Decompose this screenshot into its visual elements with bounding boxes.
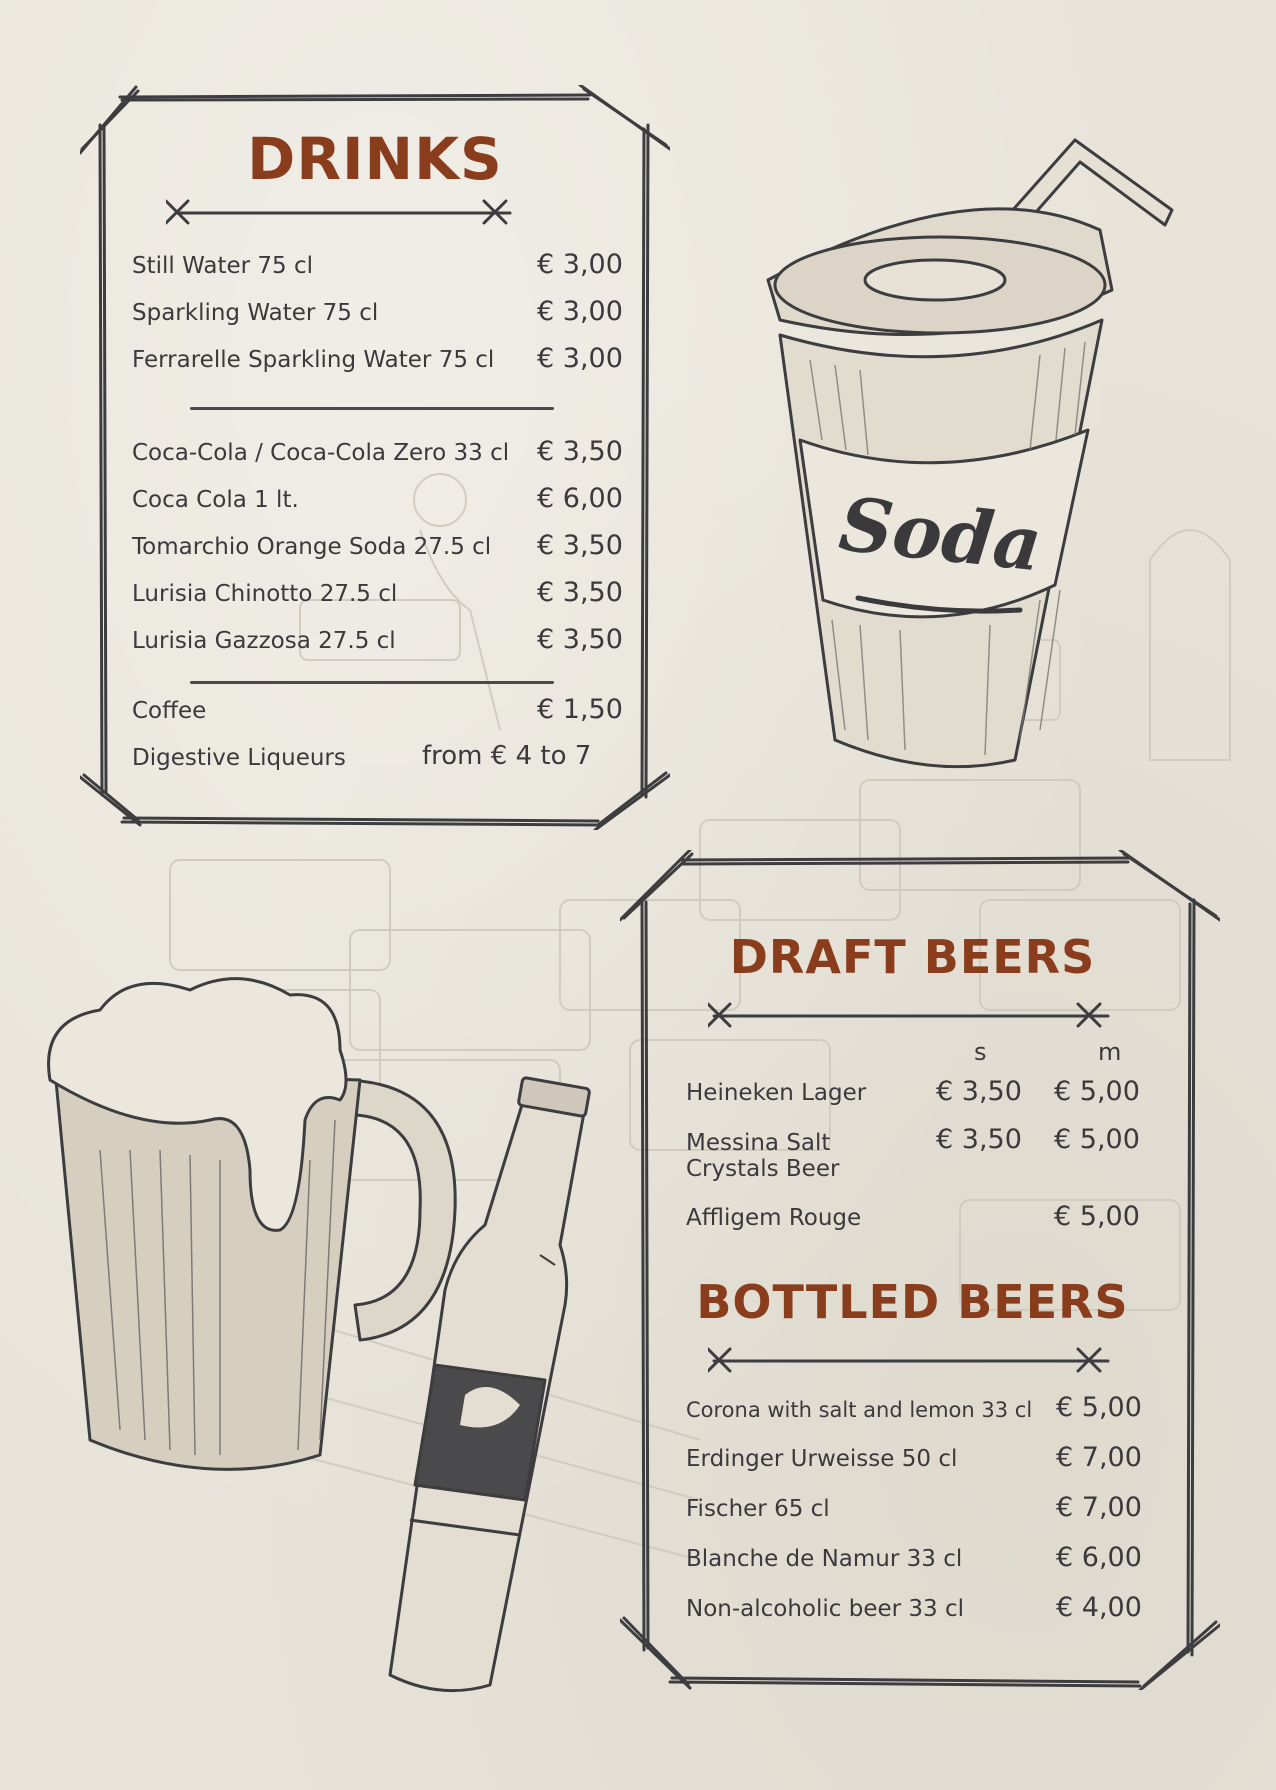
drink-price: € 3,50 bbox=[537, 624, 623, 655]
soda-label: Soda bbox=[835, 481, 1046, 589]
draft-beer-price-medium: € 5,00 bbox=[1054, 1124, 1140, 1155]
drinks-separator bbox=[190, 681, 554, 684]
bottled-beers-divider bbox=[708, 1345, 1148, 1375]
draft-beer-price-small: € 3,50 bbox=[936, 1076, 1022, 1107]
bottled-beer-name: Fischer 65 cl bbox=[686, 1496, 830, 1522]
drinks-title-divider bbox=[166, 197, 666, 227]
drink-price: € 3,50 bbox=[537, 530, 623, 561]
drink-name: Lurisia Chinotto 27.5 cl bbox=[132, 581, 398, 607]
bottled-beer-name: Non-alcoholic beer 33 cl bbox=[686, 1596, 965, 1622]
drink-price: € 3,00 bbox=[537, 296, 623, 327]
drink-price: € 6,00 bbox=[537, 483, 623, 514]
drink-name: Coca-Cola / Coca-Cola Zero 33 cl bbox=[132, 440, 510, 466]
draft-beer-row bbox=[686, 1124, 1186, 1186]
bottled-beer-price: € 4,00 bbox=[1056, 1592, 1142, 1623]
draft-beer-name: Affligem Rouge bbox=[686, 1205, 862, 1231]
drink-name: Lurisia Gazzosa 27.5 cl bbox=[132, 628, 396, 654]
drink-name: Coca Cola 1 lt. bbox=[132, 487, 299, 513]
drink-price: € 1,50 bbox=[537, 694, 623, 725]
drink-price: € 3,00 bbox=[537, 343, 623, 374]
draft-beer-name: Heineken Lager bbox=[686, 1080, 867, 1106]
drink-price: € 3,00 bbox=[537, 249, 623, 280]
draft-beer-name: Messina Salt bbox=[686, 1130, 831, 1156]
draft-beer-name-line2: Crystals Beer bbox=[686, 1156, 840, 1182]
drink-price: from € 4 to 7 bbox=[422, 741, 592, 771]
drinks-menu-panel bbox=[80, 85, 670, 830]
beers-menu-panel bbox=[620, 850, 1220, 1690]
drink-price: € 3,50 bbox=[537, 436, 623, 467]
bottled-beer-name: Erdinger Urweisse 50 cl bbox=[686, 1446, 958, 1472]
draft-beers-divider bbox=[708, 1000, 1148, 1030]
drinks-separator bbox=[190, 407, 554, 410]
soda-cup-illustration bbox=[740, 120, 1200, 780]
drink-name: Digestive Liqueurs bbox=[132, 745, 346, 771]
draft-beer-price-small: € 3,50 bbox=[936, 1124, 1022, 1155]
bottled-beer-price: € 7,00 bbox=[1056, 1492, 1142, 1523]
draft-beer-price-medium: € 5,00 bbox=[1054, 1201, 1140, 1232]
bottled-beer-name: Blanche de Namur 33 cl bbox=[686, 1546, 963, 1572]
drinks-title: DRINKS bbox=[247, 125, 503, 193]
size-small-header: s bbox=[974, 1038, 987, 1066]
bottled-beer-price: € 6,00 bbox=[1056, 1542, 1142, 1573]
drink-name: Sparkling Water 75 cl bbox=[132, 300, 379, 326]
bottled-beer-price: € 5,00 bbox=[1056, 1392, 1142, 1423]
drink-price: € 3,50 bbox=[537, 577, 623, 608]
size-medium-header: m bbox=[1098, 1038, 1122, 1066]
draft-beers-title: DRAFT BEERS bbox=[729, 930, 1096, 984]
drink-name: Ferrarelle Sparkling Water 75 cl bbox=[132, 347, 495, 373]
drink-name: Tomarchio Orange Soda 27.5 cl bbox=[132, 534, 492, 560]
draft-beer-price-medium: € 5,00 bbox=[1054, 1076, 1140, 1107]
drink-name: Coffee bbox=[132, 698, 207, 724]
bottled-beer-name: Corona with salt and lemon 33 cl bbox=[686, 1398, 1033, 1422]
bottled-beer-price: € 7,00 bbox=[1056, 1442, 1142, 1473]
bottled-beers-title: BOTTLED BEERS bbox=[696, 1275, 1129, 1329]
beer-bottle-illustration bbox=[370, 1075, 610, 1715]
drink-name: Still Water 75 cl bbox=[132, 253, 314, 279]
